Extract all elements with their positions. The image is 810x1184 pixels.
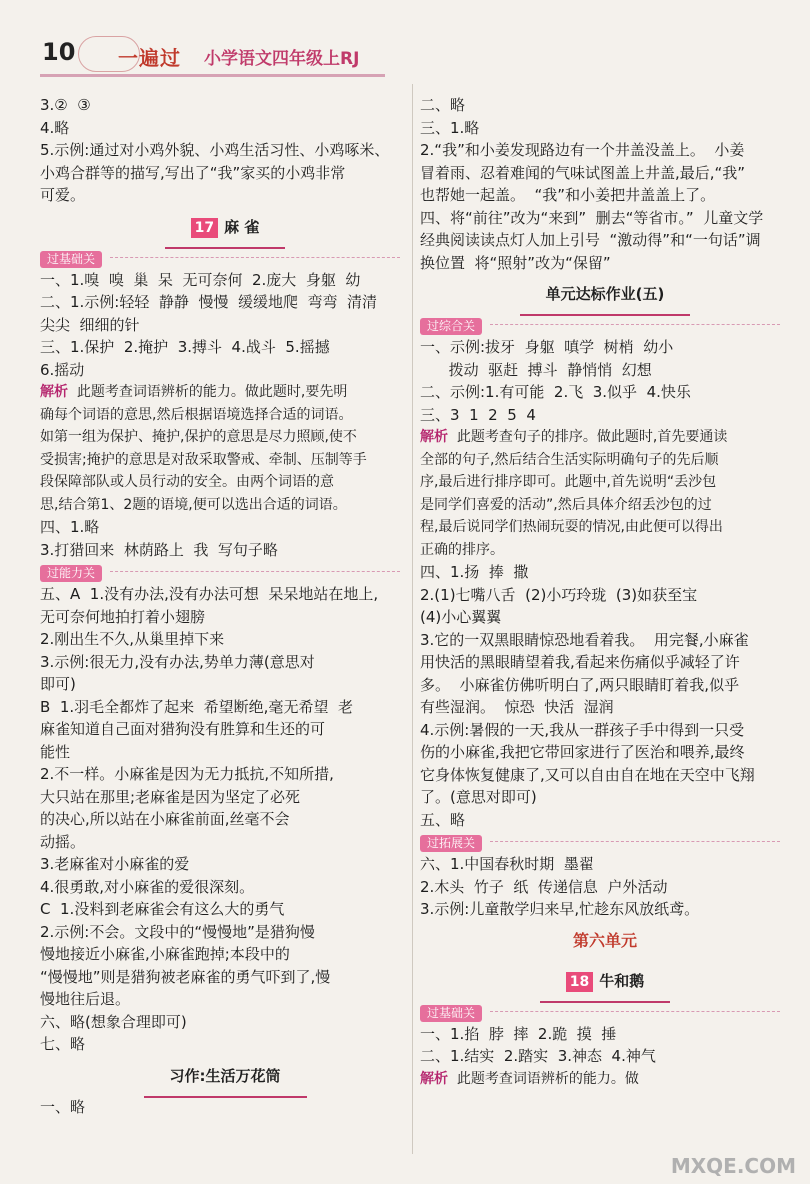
answer-line: 有些湿润。 惊恐 快活 湿润: [420, 698, 614, 716]
answer-line: 一、1.嗅 嗅 巢 呆 无可奈何 2.庞大 身躯 幼: [40, 270, 361, 289]
lesson-title: [420, 961, 790, 1001]
answer-line: 2.木头 竹子 纸 传递信息 户外活动: [420, 877, 668, 896]
answer-line: 能性: [40, 742, 71, 761]
answer-line: 2.示例:不会。文段中的“慢慢地”是猎狗慢: [40, 922, 315, 941]
explanation-tag: 解析: [420, 429, 448, 445]
page-number: 10: [42, 38, 76, 66]
answer-line: 五、A 1.没有办法,没有办法可想 呆呆地站在地上,: [40, 585, 379, 603]
answer-line: 4.很勇敢,对小麻雀的爱很深刻。: [40, 877, 255, 896]
explanation-line: [40, 381, 410, 404]
explanation-text: 思,结合第1、2题的语境,便可以选出合适的词语。: [40, 496, 347, 513]
answer-line: C 1.没料到老麻雀会有这么大的勇气: [40, 900, 285, 918]
answer-line: 三、3 1 2 5 4: [420, 405, 536, 424]
answer-line: 3.② ③: [40, 96, 91, 114]
answer-line: 5.示例:通过对小鸡外貌、小鸡生活习性、小鸡啄米、: [40, 141, 390, 159]
explanation-text: 是同学们喜爱的活动”,然后具体介绍丢沙包的过: [420, 496, 712, 513]
unit-title: 第六单元: [572, 930, 637, 950]
answer-line: 小鸡合群等的描写,写出了“我”家买的小鸡非常: [40, 163, 346, 182]
answer-line: 2.“我”和小姜发现路边有一个井盖没盖上。 小姜: [420, 141, 745, 159]
answer-line: 2.不一样。小麻雀是因为无力抵抗,不知所措,: [40, 765, 334, 783]
lesson-title-box: [520, 274, 691, 316]
explanation-text: 此题考查词语辨析的能力。做: [448, 1070, 639, 1087]
explanation-text: 正确的排序。: [420, 541, 504, 558]
answer-line: 麻雀知道自己面对猎狗没有胜算和生还的可: [40, 720, 326, 738]
section-label: 过基础关: [40, 251, 102, 268]
answer-line: 六、略(想象合理即可): [40, 1012, 187, 1031]
answer-line: (4)小心翼翼: [420, 608, 502, 626]
answer-line: 了。(意思对即可): [420, 788, 537, 806]
answer-line: 3.它的一双黑眼睛惊恐地看着我。 用完餐,小麻雀: [420, 630, 749, 649]
lesson-title-box: [165, 207, 286, 249]
answer-line: 二、略: [420, 96, 466, 114]
section-header: [40, 247, 410, 269]
answer-line: 它身体恢复健康了,又可以自由自在地在天空中飞翔: [420, 765, 755, 784]
answer-line: 换位置 将“照射”改为“保留”: [420, 253, 611, 272]
explanation-line: [420, 1068, 790, 1091]
answer-line: 三、1.保护 2.掩护 3.搏斗 4.战斗 5.摇撼: [40, 338, 330, 356]
explanation-text: 程,最后说同学们热闹玩耍的情况,由此便可以得出: [420, 519, 723, 535]
answer-line: 二、示例:1.有可能 2.飞 3.似乎 4.快乐: [420, 383, 691, 401]
explanation-line: [420, 471, 790, 494]
section-label: 过基础关: [420, 1005, 482, 1022]
explanation-line: [40, 494, 410, 517]
section-label: 过拓展关: [420, 835, 482, 852]
answer-line: 经典阅读读点灯人加上引号 “激动得”和“一句话”调: [420, 231, 761, 249]
answer-line: 三、1.略: [420, 118, 480, 137]
explanation-text: 如第一组为保护、掩护,保护的意思是尽力照顾,使不: [40, 429, 357, 445]
answer-line: 一、略: [40, 1097, 86, 1116]
lesson-number: 18: [566, 972, 593, 992]
answer-line: 多。 小麻雀仿佛听明白了,两只眼睛盯着我,似乎: [420, 675, 740, 694]
answer-line: 4.示例:暑假的一天,我从一群孩子手中得到一只受: [420, 720, 745, 739]
answer-line: 五、略: [420, 810, 466, 829]
answer-line: 也帮她一起盖。 “我”和小姜把井盖盖上了。: [420, 186, 716, 204]
header-rule: [40, 74, 385, 77]
answer-line: 七、略: [40, 1035, 86, 1053]
answer-line: 无可奈何地拍打着小翅膀: [40, 607, 206, 626]
explanation-tag: 解析: [40, 384, 68, 400]
explanation-line: [420, 539, 790, 562]
lesson-title: [420, 274, 790, 314]
answer-line: 慢地接近小麻雀,小麻雀跑掉;本段中的: [40, 945, 290, 963]
explanation-text: 序,最后进行排序即可。此题中,首先说明“丢沙包: [420, 474, 717, 490]
section-label: 过综合关: [420, 318, 482, 335]
answer-line: 二、1.结实 2.踏实 3.神态 4.神气: [420, 1047, 656, 1065]
explanation-line: [420, 494, 790, 517]
answer-line: 拨动 驱赶 搏斗 静悄悄 幻想: [420, 360, 652, 379]
explanation-text: 全部的句子,然后结合生活实际明确句子的先后顺: [420, 451, 719, 468]
answer-line: 冒着雨、忍着难闻的气味试图盖上井盖,最后,“我”: [420, 163, 746, 182]
answer-line: 伤的小麻雀,我把它带回家进行了医治和喂养,最终: [420, 743, 745, 761]
lesson-name: 牛和鹅: [599, 971, 645, 990]
explanation-line: [40, 426, 410, 449]
answer-line: 3.老麻雀对小麻雀的爱: [40, 855, 190, 873]
explanation-line: [40, 449, 410, 472]
answer-line: 尖尖 细细的针: [40, 315, 140, 334]
answer-line: 3.打猎回来 林荫路上 我 写句子略: [40, 540, 278, 559]
explanation-text: 此题考查句子的排序。做此题时,首先要通读: [448, 429, 728, 445]
answer-line: 2.刚出生不久,从巢里掉下来: [40, 630, 225, 648]
section-header: [420, 1001, 790, 1023]
explanation-text: 确每个词语的意思,然后根据语境选择合适的词语。: [40, 406, 353, 423]
explanation-tag: 解析: [420, 1070, 448, 1087]
explanation-text: 段保障部队或人员行动的安全。由两个词语的意: [40, 474, 334, 490]
lesson-title: [40, 1056, 410, 1096]
answer-line: 2.(1)七嘴八舌 (2)小巧玲珑 (3)如获至宝: [420, 585, 698, 604]
answer-line: 四、1.扬 捧 撒: [420, 563, 529, 581]
right-column: [420, 94, 790, 1090]
lesson-name: 麻 雀: [224, 217, 260, 236]
answer-line: 可爱。: [40, 186, 86, 204]
lesson-name: 单元达标作业(五): [545, 285, 665, 303]
answer-line: 大只站在那里;老麻雀是因为坚定了必死: [40, 787, 301, 806]
answer-line: 6.摇动: [40, 360, 85, 379]
answer-line: “慢慢地”则是猎狗被老麻雀的勇气吓到了,慢: [40, 967, 331, 986]
lesson-title: [40, 207, 410, 247]
answer-line: 一、1.掐 脖 摔 2.跪 摸 捶: [420, 1024, 617, 1043]
lesson-name: 习作:生活万花筒: [169, 1066, 281, 1085]
lesson-number: 17: [191, 218, 218, 238]
answer-line: 用快活的黑眼睛望着我,看起来伤痛似乎减轻了许: [420, 653, 740, 671]
page-header: [0, 0, 810, 78]
lesson-title-box: [144, 1056, 307, 1098]
section-header: [40, 561, 410, 583]
answer-line: 即可): [40, 675, 76, 693]
answer-line: 3.示例:儿童散学归来早,忙趁东风放纸鸢。: [420, 900, 700, 918]
explanation-line: [420, 449, 790, 472]
brand-logo: 一遍过: [118, 46, 181, 70]
watermark: MXQE.COM: [670, 1154, 796, 1178]
section-header: [420, 831, 790, 853]
explanation-line: [420, 516, 790, 539]
column-divider: [412, 84, 413, 1154]
answer-line: 4.略: [40, 118, 70, 137]
left-column: [40, 94, 410, 1118]
explanation-line: [420, 426, 790, 449]
answer-line: 二、1.示例:轻轻 静静 慢慢 缓缓地爬 弯弯 清清: [40, 293, 378, 311]
answer-line: 的决心,所以站在小麻雀前面,丝毫不会: [40, 810, 290, 828]
answer-line: B 1.羽毛全都炸了起来 希望断绝,毫无希望 老: [40, 697, 353, 716]
section-header: [420, 314, 790, 336]
book-title: 小学语文四年级上RJ: [204, 49, 360, 69]
answer-line: 六、1.中国春秋时期 墨翟: [420, 855, 594, 873]
answer-line: 慢地往后退。: [40, 990, 131, 1008]
answer-line: 3.示例:很无力,没有办法,势单力薄(意思对: [40, 652, 315, 671]
section-label: 过能力关: [40, 565, 102, 582]
explanation-text: 受损害;掩护的意思是对敌采取警戒、牵制、压制等手: [40, 451, 367, 468]
answer-line: 四、将“前往”改为“来到” 删去“等省市。” 儿童文学: [420, 208, 764, 227]
explanation-text: 此题考查词语辨析的能力。做此题时,要先明: [68, 384, 348, 400]
explanation-line: [40, 404, 410, 427]
lesson-title-box: [540, 961, 671, 1003]
explanation-line: [40, 471, 410, 494]
answer-line: 四、1.略: [40, 518, 100, 536]
answer-line: 一、示例:拔牙 身躯 嗔学 树梢 幼小: [420, 338, 674, 356]
answer-line: 动摇。: [40, 832, 86, 851]
